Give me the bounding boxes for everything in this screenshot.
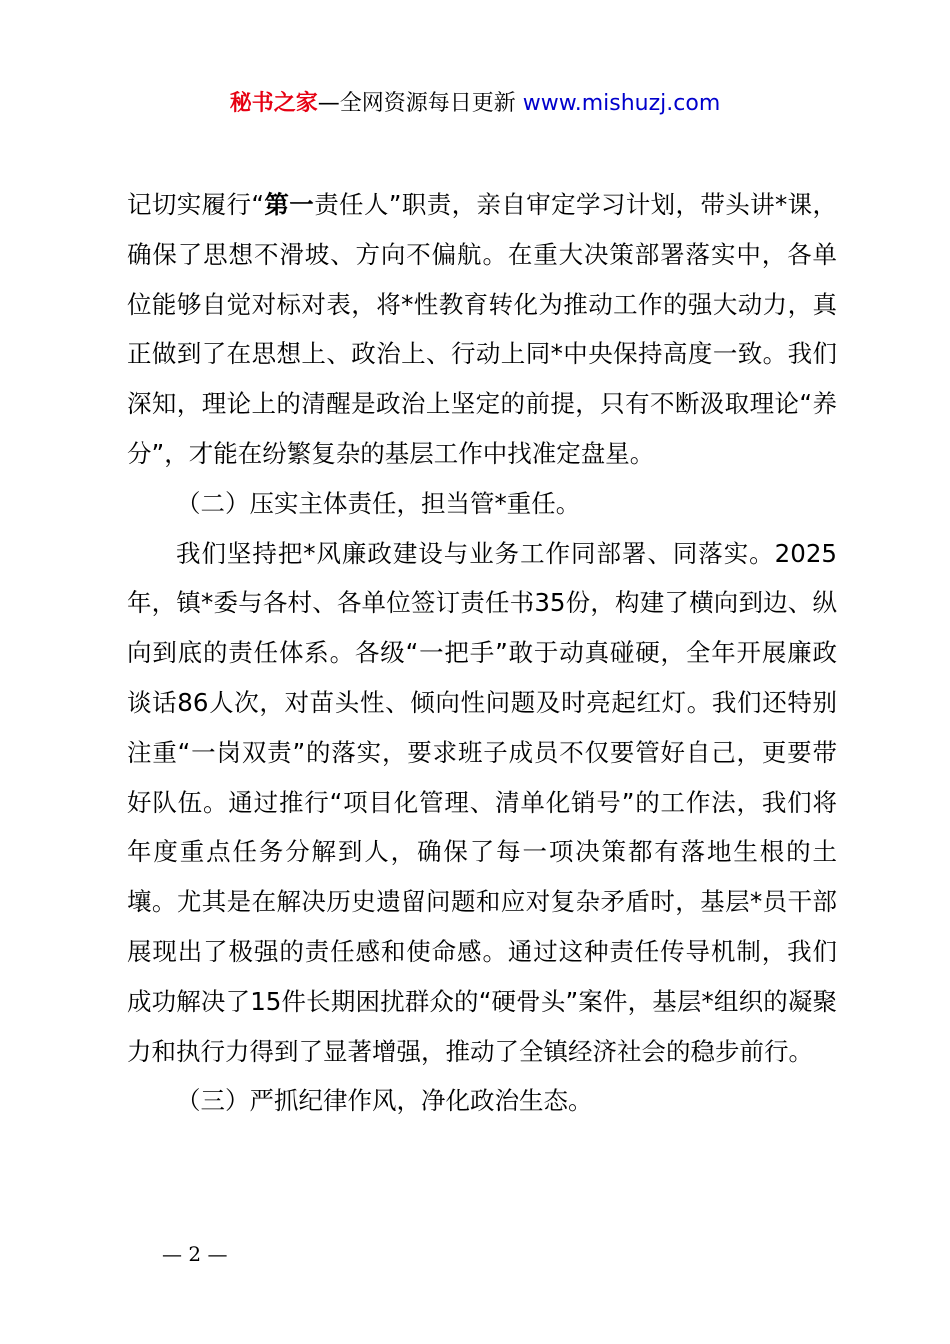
page-number: — 2 — (162, 1242, 228, 1266)
paragraph-text: 记切实履行“ (127, 190, 265, 219)
paragraph-text: 责任人”职责，亲自审定学习计划，带头讲*课，确保了思想不滑坡、方向不偏航。在重大决策部署落实中，各单位能够自觉对标对表，将*性教育转化为推动工作的强大动力，真正做到了在思想上、政治上、行动上同*中央保持高度一致。我们深知，理论上的清醒是政治上坚定的前提，只有不断汲取理论“养分”，才能在纷繁复杂的基层工作中找准定盘星。 (127, 190, 837, 468)
section-heading-2: （二）压实主体责任，担当管*重任。 (176, 488, 581, 518)
paragraph-continuation (127, 180, 837, 479)
section-heading-3: （三）严抓纪律作风，净化政治生态。 (176, 1086, 593, 1116)
brand-name: 秘书之家 (229, 91, 318, 116)
document-body (127, 180, 837, 1126)
header-tagline: —全网资源每日更新 (317, 91, 523, 116)
paragraph-section-2: 我们坚持把*风廉政建设与业务工作同部署、同落实。2025年，镇*委与各村、各单位签订责任书35份，构建了横向到边、纵向到底的责任体系。各级“一把手”敢于动真碰硬，全年开展廉政谈话86人次，对苗头性、倾向性问题及时亮起红灯。我们还特别注重“一岗双责”的落实，要求班子成员不仅要管好自己，更要带好队伍。通过推行“项目化管理、清单化销号”的工作法，我们将年度重点任务分解到人，确保了每一项决策都有落地生根的土壤。尤其是在解决历史遗留问题和应对复杂矛盾时，基层*员干部展现出了极强的责任感和使命感。通过这种责任传导机制，我们成功解决了15件长期困扰群众的“硬骨头”案件，基层*组织的凝聚力和执行力得到了显著增强，推动了全镇经济社会的稳步前行。 (127, 538, 837, 1066)
bold-text: 第一 (264, 190, 315, 219)
website-link[interactable]: www.mishuzj.com (522, 91, 721, 116)
page-header (0, 88, 950, 120)
